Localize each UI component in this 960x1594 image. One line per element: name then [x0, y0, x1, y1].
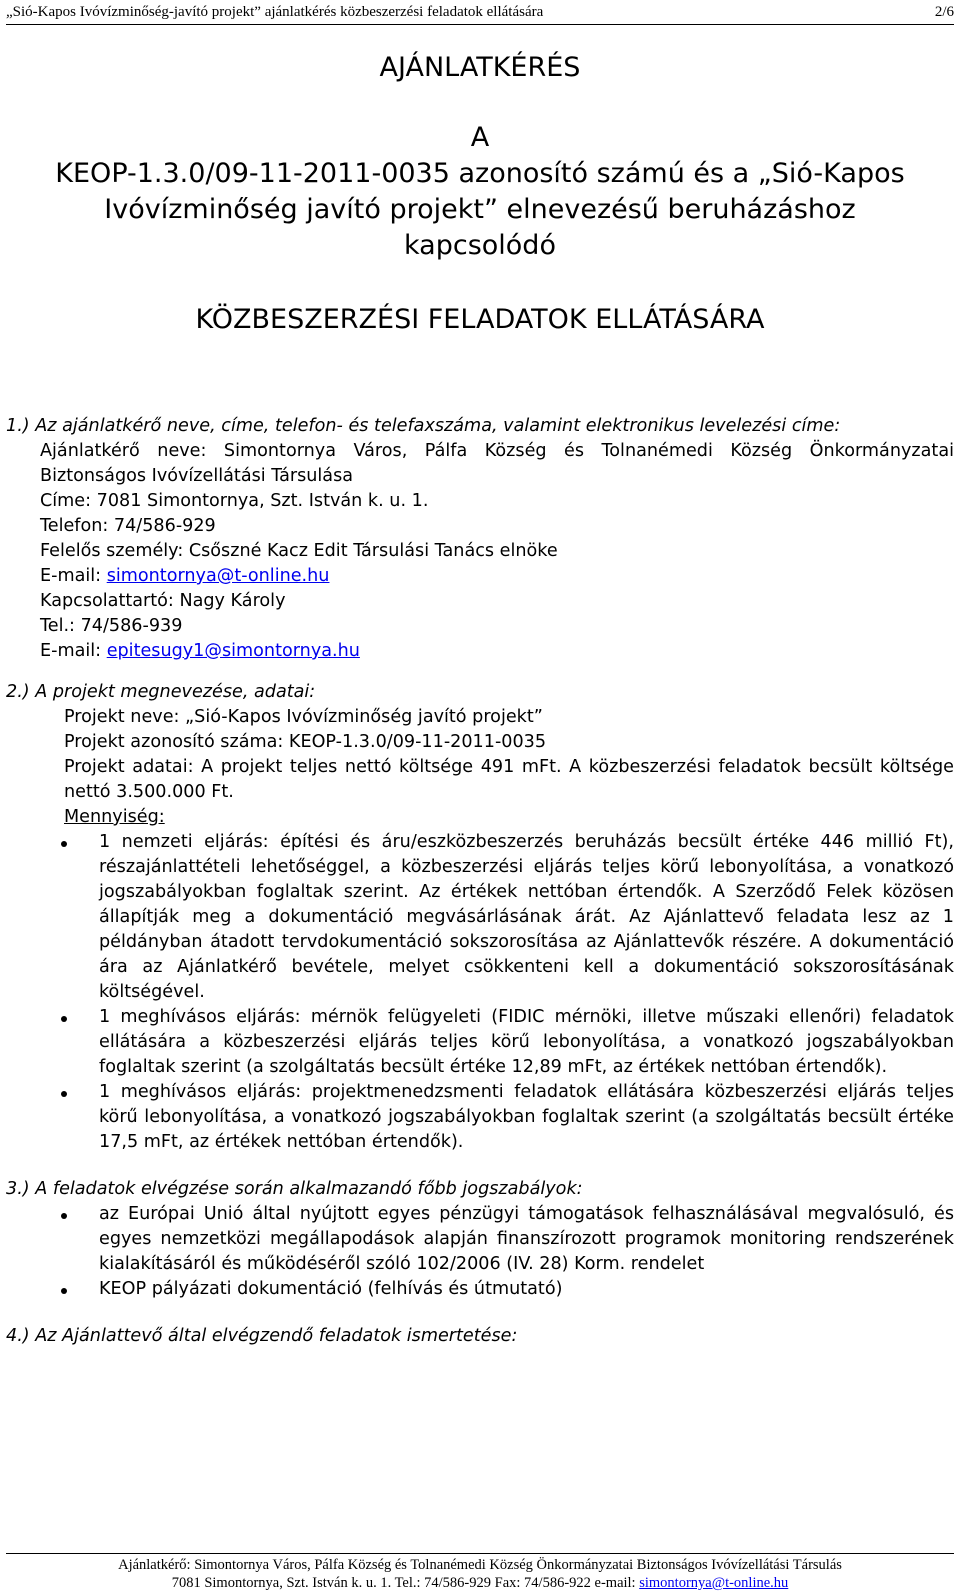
bullet-icon — [61, 1016, 67, 1022]
subtitle-line-1: A — [470, 122, 490, 153]
responsible-person: Felelős személy: Csőszné Kacz Edit Társulási Tanács elnöke — [40, 541, 558, 561]
list-item: 1 meghívásos eljárás: mérnök felügyeleti (FIDIC mérnöki, illetve műszaki ellenőri) feladatok ellátására a közbeszerzési eljárás teljes körű lebonyolítása, a vonatkozó jogszabályokban foglaltak szerint (a szolgáltatás becsült értéke 12,89 mFt, az értékek nettóban értendők). — [99, 1005, 954, 1080]
bullet-icon — [61, 1091, 67, 1097]
quantity-list — [6, 830, 954, 1155]
section-2 — [6, 680, 954, 1155]
regulations-list — [6, 1202, 954, 1302]
section-4-heading: 4.) Az Ajánlattevő által elvégzendő feladatok ismertetése: — [6, 1326, 518, 1346]
subtitle-line-3: Ivóvízminőség javító projekt” elnevezésű beruházáshoz — [104, 194, 856, 225]
page-footer — [6, 1553, 954, 1592]
section-4 — [6, 1324, 954, 1349]
bullet-icon — [61, 1213, 67, 1219]
spacer — [6, 664, 954, 680]
requester-name: Ajánlatkérő neve: Simontornya Város, Pálfa Község és Tolnanémedi Község Önkormányzatai Biztonságos Ivóvízellátási Társulása — [40, 441, 954, 486]
page-number: 2/6 — [934, 4, 954, 20]
bullet-icon — [61, 1288, 67, 1294]
footer-line-1: Ajánlatkérő: Simontornya Város, Pálfa Község és Tolnanémedi Község Önkormányzatai Biztonságos Ivóvízellátási Társulás — [118, 1557, 842, 1573]
section-3 — [6, 1177, 954, 1302]
document-body — [6, 414, 954, 1349]
list-item: KEOP pályázati dokumentáció (felhívás és útmutató) — [99, 1277, 954, 1302]
contact-person: Kapcsolattartó: Nagy Károly — [40, 591, 286, 611]
requester-address: Címe: 7081 Simontornya, Szt. István k. u. 1. — [40, 491, 429, 511]
email-label-2: E-mail: — [40, 641, 107, 661]
section-1-heading: 1.) Az ajánlatkérő neve, címe, telefon- és telefaxszáma, valamint elektronikus levelezési címe: — [6, 416, 841, 436]
main-title: KÖZBESZERZÉSI FELADATOK ELLÁTÁSÁRA — [195, 304, 765, 335]
quantity-label: Mennyiség: — [64, 807, 165, 827]
project-name: Projekt neve: „Sió-Kapos Ivóvízminőség javító projekt” — [64, 707, 543, 727]
section-2-heading: 2.) A projekt megnevezése, adatai: — [6, 682, 316, 702]
footer-line-2: 7081 Simontornya, Szt. István k. u. 1. Tel.: 74/586-929 Fax: 74/586-922 e-mail: simontornya@t-online.hu — [171, 1575, 789, 1591]
email-line — [6, 564, 954, 589]
document-title: AJÁNLATKÉRÉS — [379, 52, 581, 83]
project-data: Projekt adatai: A projekt teljes nettó költsége 491 mFt. A közbeszerzési feladatok becsült költsége nettó 3.500.000 Ft. — [64, 757, 954, 802]
section-1 — [6, 414, 954, 664]
list-item: az Európai Unió által nyújtott egyes pénzügyi támogatások felhasználásával megvalósuló, és egyes nemzetközi megállapodások alapján finanszírozott programok monitoring rendszerének kialakításáról és működéséről szóló 102/2006 (IV. 28) Korm. rendelet — [99, 1202, 954, 1277]
document-subtitle — [20, 120, 940, 264]
contact-phone: Tel.: 74/586-939 — [40, 616, 183, 636]
list-item: 1 nemzeti eljárás: építési és áru/eszközbeszerzés beruházás becsült értéke 446 millió Ft), részajánlattételi lehetőséggel, a közbeszerzési eljárás teljes körű lebonyolítása, a vonatkozó jogszabályokban foglaltak szerint. Az értékek nettóban értendők. A Szerződő Felek közösen állapítják meg a dokumentáció megvásárlásának árát. Az Ajánlattevő feladata lesz az 1 példányban átadott tervdokumentáció sokszorosítása az Ajánlattevők részére. A dokumentáció ára az Ajánlatkérő bevétele, melyet csökkenteni kell a dokumentáció sokszorosításának költségével. — [99, 830, 954, 1005]
email-link[interactable]: simontornya@t-online.hu — [106, 566, 330, 586]
email-link-2[interactable]: epitesugy1@simontornya.hu — [106, 641, 360, 661]
bullet-icon — [61, 841, 67, 847]
section-3-heading: 3.) A feladatok elvégzése során alkalmazandó főbb jogszabályok: — [6, 1179, 583, 1199]
footer-email-link[interactable]: simontornya@t-online.hu — [639, 1575, 789, 1591]
spacer — [6, 1155, 954, 1177]
spacer — [6, 1302, 954, 1324]
project-id: Projekt azonosító száma: KEOP-1.3.0/09-11-2011-0035 — [64, 732, 547, 752]
email-label: E-mail: — [40, 566, 107, 586]
list-item: 1 meghívásos eljárás: projektmenedzsmenti feladatok ellátására közbeszerzési eljárás teljes körű lebonyolítása, a vonatkozó jogszabályokban foglaltak szerint (a szolgáltatás becsült értéke 17,5 mFt, az értékek nettóban értendők). — [99, 1080, 954, 1155]
email-line-2 — [6, 639, 954, 664]
page-header — [6, 0, 954, 25]
subtitle-line-4: kapcsolódó — [404, 230, 556, 261]
subtitle-line-2: KEOP-1.3.0/09-11-2011-0035 azonosító számú és a „Sió-Kapos — [55, 158, 905, 189]
requester-phone: Telefon: 74/586-929 — [40, 516, 216, 536]
header-title: „Sió-Kapos Ivóvízminőség-javító projekt” ajánlatkérés közbeszerzési feladatok ellátására — [6, 4, 544, 20]
